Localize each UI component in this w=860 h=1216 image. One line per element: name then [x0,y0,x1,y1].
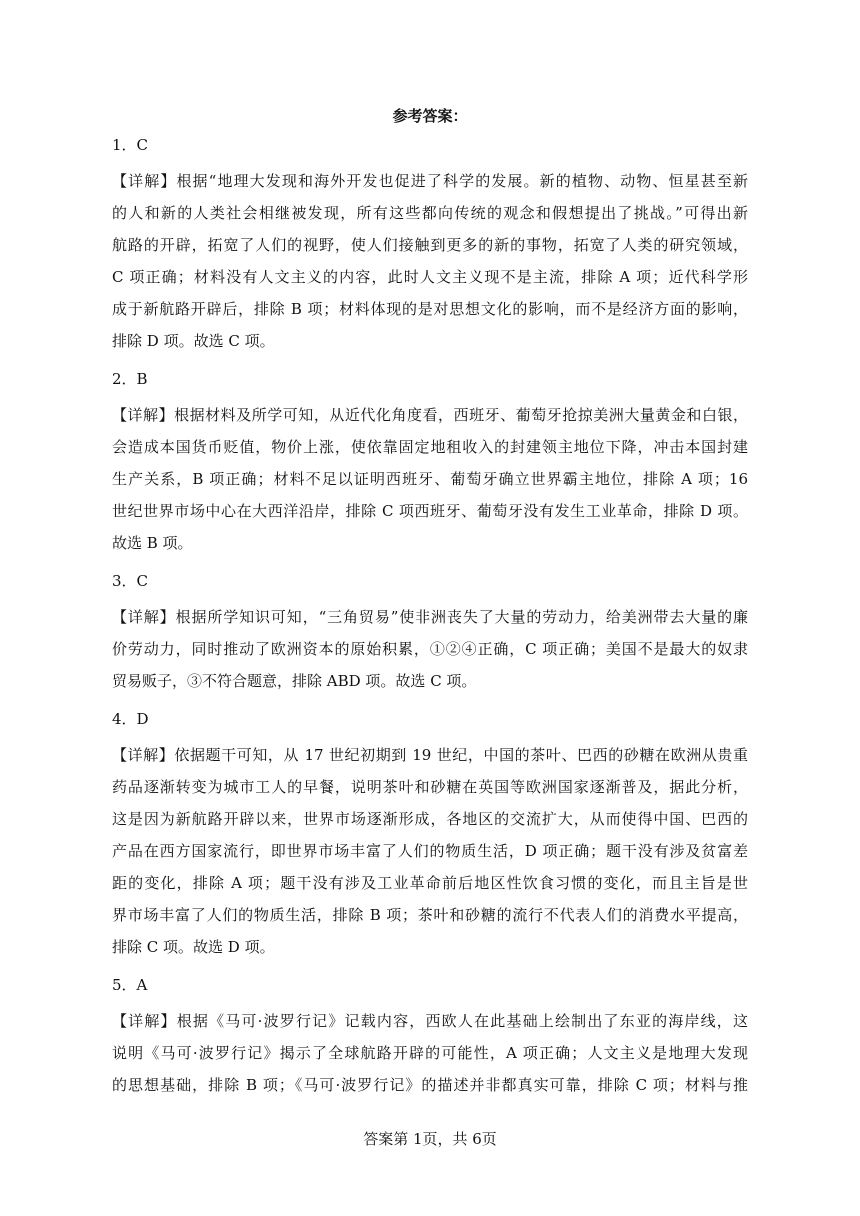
question-number: 2．B [112,370,148,388]
explanation-line: 【详解】根据《马可·波罗行记》记载内容，西欧人在此基础上绘制出了东亚的海岸线，这 [112,1012,748,1030]
explanation-line: 【详解】根据材料及所学可知，从近代化角度看，西班牙、葡萄牙抢掠美洲大量黄金和白银， [112,406,748,424]
explanation-line: 说明《马可·波罗行记》揭示了全球航路开辟的可能性，A 项正确；人文主义是地理大发现 [112,1044,748,1062]
answer-explanation [112,1005,748,1101]
explanation-line: 【详解】根据所学知识可知，“三角贸易”使非洲丧失了大量的劳动力，给美洲带去大量的廉 [112,608,748,626]
explanation-line: C 项正确；材料没有人文主义的内容，此时人文主义现不是主流，排除 A 项；近代科学形 [112,268,748,286]
explanation-line: 药品逐渐转变为城市工人的早餐，说明茶叶和砂糖在英国等欧洲国家逐渐普及，据此分析， [112,778,748,796]
answer-explanation [112,739,748,963]
explanation-line: 贸易贩子，③不符合题意，排除 ABD 项。故选 C 项。 [112,672,477,690]
answer-explanation [112,165,748,357]
question-number: 5．A [112,976,148,994]
explanation-line: 界市场丰富了人们的物质生活，排除 B 项；茶叶和砂糖的流行不代表人们的消费水平提高， [112,906,748,924]
explanation-line: 世纪世界市场中心在大西洋沿岸，排除 C 项西班牙、葡萄牙没有发生工业革命，排除 D 项。 [112,502,748,520]
explanation-line: 的思想基础，排除 B 项；《马可·波罗行记》的描述并非都真实可靠，排除 C 项；材料与推 [112,1076,748,1094]
page-title: 参考答案： [392,107,468,125]
answer-explanation [112,601,748,697]
explanation-line: 生产关系，B 项正确；材料不足以证明西班牙、葡萄牙确立世界霸主地位，排除 A 项；16 [112,470,748,488]
page-footer: 答案第 1页，共 6页 [363,1130,497,1148]
explanation-line: 的人和新的人类社会相继被发现，所有这些都向传统的观念和假想提出了挑战。”可得出新 [112,204,748,222]
explanation-line: 排除 D 项。故选 C 项。 [112,332,275,350]
answer-explanation [112,399,748,559]
question-number: 4．D [112,710,149,728]
explanation-line: 故选 B 项。 [112,534,193,552]
explanation-line: 【详解】根据“地理大发现和海外开发也促进了科学的发展。新的植物、动物、恒星甚至新 [112,172,748,190]
question-number: 1．C [112,136,149,154]
explanation-line: 距的变化，排除 A 项；题干没有涉及工业革命前后地区性饮食习惯的变化，而且主旨是世 [112,874,748,892]
question-number: 3．C [112,572,149,590]
explanation-line: 会造成本国货币贬值，物价上涨，使依靠固定地租收入的封建领主地位下降，冲击本国封建 [112,438,748,456]
explanation-line: 这是因为新航路开辟以来，世界市场逐渐形成，各地区的交流扩大，从而使得中国、巴西的 [112,810,748,828]
explanation-line: 【详解】依据题干可知，从 17 世纪初期到 19 世纪，中国的茶叶、巴西的砂糖在欧洲从贵重 [112,746,748,764]
explanation-line: 价劳动力，同时推动了欧洲资本的原始积累，①②④正确，C 项正确；美国不是最大的奴隶 [112,640,748,658]
explanation-line: 航路的开辟，拓宽了人们的视野，使人们接触到更多的新的事物，拓宽了人类的研究领域， [112,236,748,254]
explanation-line: 排除 C 项。故选 D 项。 [112,938,275,956]
explanation-line: 成于新航路开辟后，排除 B 项；材料体现的是对思想文化的影响，而不是经济方面的影响， [112,300,748,318]
answer-list [112,133,748,1111]
explanation-line: 产品在西方国家流行，即世界市场丰富了人们的物质生活，D 项正确；题干没有涉及贫富差 [112,842,748,860]
